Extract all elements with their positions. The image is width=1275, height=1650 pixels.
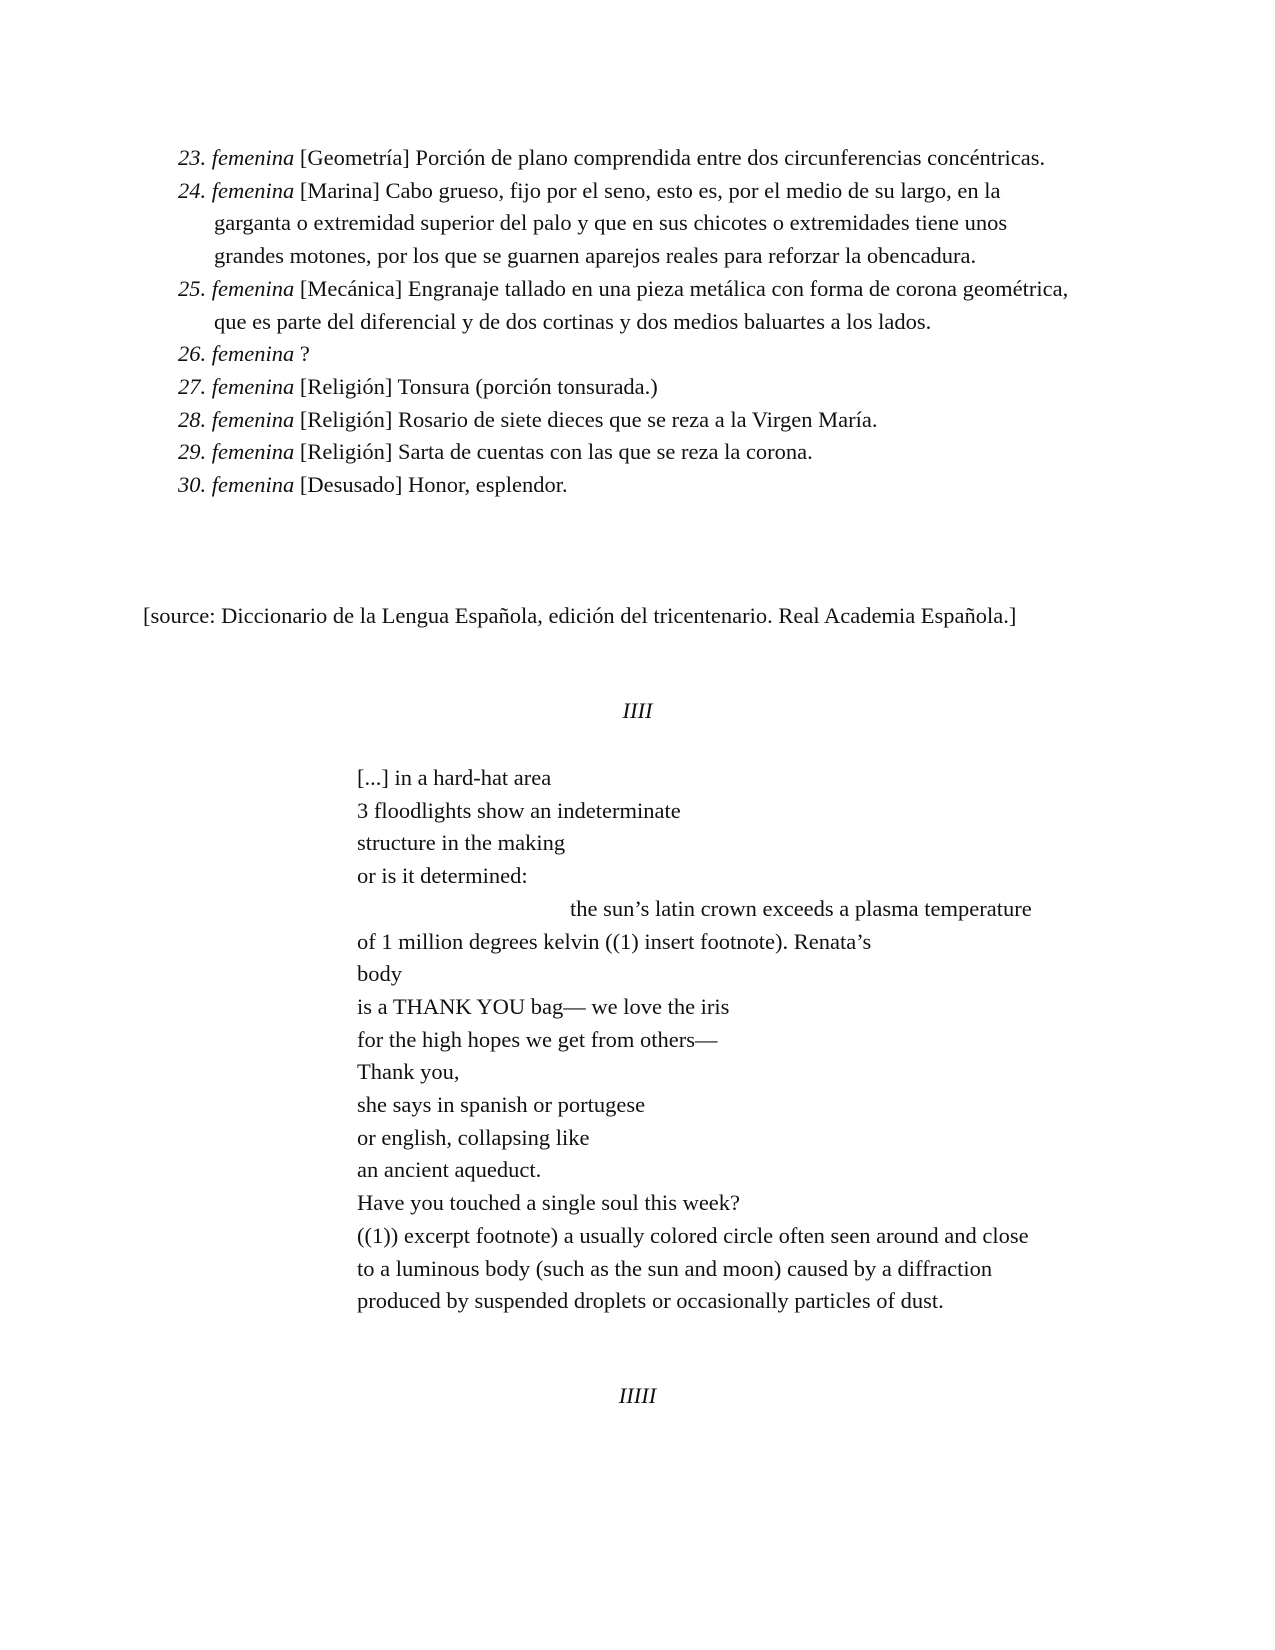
definition-24 — [178, 175, 1078, 273]
definition-number: 30. — [178, 472, 207, 498]
definition-29 — [178, 436, 1078, 469]
poem-line: of 1 million degrees kelvin ((1) insert footnote). Renata’s — [357, 928, 872, 954]
poem-line: structure in the making — [357, 830, 566, 856]
definition-number: 26. — [178, 341, 207, 367]
footnote-line: to a luminous body (such as the sun and moon) caused by a diffraction — [357, 1255, 993, 1281]
section-heading-iv: IIII — [622, 698, 653, 723]
definition-25 — [178, 273, 1078, 338]
poem-line-indented: the sun’s latin crown exceeds a plasma temperature — [570, 895, 1032, 921]
poem-body — [357, 762, 1117, 1318]
part-of-speech: femenina — [211, 406, 295, 432]
poem-line: or english, collapsing like — [357, 1124, 590, 1150]
definition-number: 25. — [178, 275, 207, 301]
footnote-line: produced by suspended droplets or occasionally particles of dust. — [357, 1288, 944, 1314]
poem-line: is a THANK YOU bag— we love the iris — [357, 993, 730, 1019]
definition-23 — [178, 142, 1078, 175]
definition-28 — [178, 404, 1078, 437]
definition-text: [Religión] Rosario de siete dieces que se reza a la Virgen María. — [294, 406, 878, 432]
section-heading-v: IIIII — [618, 1383, 657, 1408]
definition-text: [Marina] Cabo grueso, fijo por el seno, esto es, por el medio de su largo, en la garganta o extremidad superior del palo y que en sus chicotes o extremidades tiene unos grandes motones, por los que se guarnen aparejos reales para reforzar la obencadura. — [214, 177, 1008, 269]
definition-26 — [178, 338, 1078, 371]
part-of-speech: femenina — [211, 472, 295, 498]
footnote-line: ((1)) excerpt footnote) a usually colored circle often seen around and close — [357, 1222, 1029, 1248]
definition-text: [Religión] Tonsura (porción tonsurada.) — [294, 373, 658, 399]
source-citation: [source: Diccionario de la Lengua Española, edición del tricentenario. Real Academia Española.] — [143, 603, 1017, 628]
part-of-speech: femenina — [211, 439, 295, 465]
poem-line: she says in spanish or portugese — [357, 1092, 646, 1118]
poem-line: body — [357, 961, 402, 987]
definition-number: 23. — [178, 145, 207, 170]
definition-number: 28. — [178, 406, 207, 432]
poem-line: for the high hopes we get from others— — [357, 1026, 718, 1052]
definition-text: [Geometría] Porción de plano comprendida entre dos circunferencias concéntricas. — [294, 145, 1046, 170]
definition-number: 24. — [178, 177, 207, 203]
poem-line: [...] in a hard-hat area — [357, 765, 552, 790]
part-of-speech: femenina — [211, 275, 295, 301]
definition-list — [178, 142, 1078, 502]
definition-text: [Mecánica] Engranaje tallado en una pieza metálica con forma de corona geométrica, que es parte del diferencial y de dos cortinas y dos medios baluartes a los lados. — [214, 275, 1069, 334]
poem-line: 3 floodlights show an indeterminate — [357, 797, 681, 823]
part-of-speech: femenina — [211, 373, 295, 399]
part-of-speech: femenina — [211, 177, 295, 203]
poem-line: or is it determined: — [357, 863, 528, 889]
part-of-speech: femenina — [211, 341, 295, 367]
definition-27 — [178, 371, 1078, 404]
definition-text: ? — [294, 341, 310, 367]
poem-line: Thank you, — [357, 1059, 460, 1085]
definition-text: [Religión] Sarta de cuentas con las que se reza la corona. — [294, 439, 813, 465]
poem-line: Have you touched a single soul this week? — [357, 1190, 741, 1216]
poem-line: an ancient aqueduct. — [357, 1157, 542, 1183]
definition-text: [Desusado] Honor, esplendor. — [294, 472, 568, 498]
definition-number: 29. — [178, 439, 207, 465]
part-of-speech: femenina — [211, 145, 295, 170]
definition-30 — [178, 469, 1078, 502]
definition-number: 27. — [178, 373, 207, 399]
